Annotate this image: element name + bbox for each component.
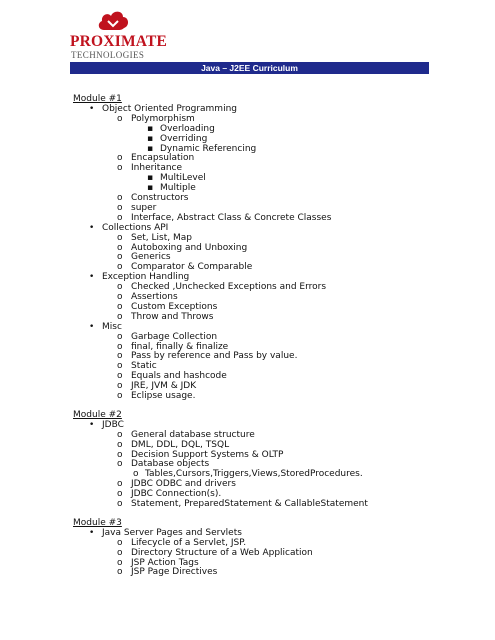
curriculum-title-banner: Java – J2EE Curriculum bbox=[70, 62, 429, 74]
bullet-icon: o bbox=[117, 282, 123, 293]
topic-item: JDBC bbox=[102, 419, 124, 430]
topic-item: Exception Handling bbox=[102, 272, 190, 283]
logo-brand-name: PROXIMATE bbox=[70, 33, 168, 50]
bullet-icon: ▪ bbox=[147, 183, 154, 194]
subtopic-item: JSP Action Tags bbox=[131, 557, 199, 568]
bullet-icon: o bbox=[117, 212, 123, 223]
subtopic-item: Assertions bbox=[131, 292, 178, 302]
subtopic-item: Inheritance bbox=[131, 163, 183, 174]
bullet-icon: o bbox=[117, 351, 123, 362]
subtopic-item: Polymorphism bbox=[131, 113, 195, 124]
subtopic-item: Custom Exceptions bbox=[131, 301, 218, 312]
subtopic-item: Garbage Collection bbox=[131, 331, 218, 342]
bullet-icon: o bbox=[117, 232, 123, 243]
bullet-icon: o bbox=[117, 567, 123, 578]
bullet-icon: o bbox=[117, 292, 123, 302]
subtopic-item: Comparator & Comparable bbox=[131, 262, 253, 273]
subtopic-item: Decision Support Systems & OLTP bbox=[131, 449, 284, 460]
subtopic-item: final, finally & finalize bbox=[131, 341, 229, 352]
module-heading: Module #1 bbox=[73, 94, 122, 104]
topic-item: Object Oriented Programming bbox=[102, 103, 237, 114]
bullet-icon: o bbox=[117, 499, 123, 509]
subtopic-item: Static bbox=[131, 361, 157, 372]
detail-item: Tables,Cursors,Triggers,Views,StoredProcedures. bbox=[145, 469, 363, 480]
detail-item: Multiple bbox=[160, 183, 196, 194]
bullet-icon: o bbox=[117, 361, 123, 372]
bullet-icon: • bbox=[89, 419, 95, 430]
bullet-icon: o bbox=[117, 489, 123, 500]
subtopic-item: JDBC Connection(s). bbox=[131, 489, 222, 500]
bullet-icon: • bbox=[89, 272, 95, 283]
bullet-icon: ▪ bbox=[147, 143, 154, 154]
detail-item: Dynamic Referencing bbox=[160, 143, 257, 154]
subtopic-item: Set, List, Map bbox=[131, 232, 192, 243]
bullet-icon: o bbox=[133, 469, 139, 480]
bullet-icon: o bbox=[117, 301, 123, 312]
bullet-icon: • bbox=[89, 222, 95, 233]
bullet-icon: o bbox=[117, 439, 123, 450]
bullet-icon: o bbox=[117, 557, 123, 568]
module-heading: Module #2 bbox=[73, 409, 122, 420]
subtopic-item: Checked ,Unchecked Exceptions and Errors bbox=[131, 282, 327, 293]
bullet-icon: • bbox=[89, 103, 95, 114]
bullet-icon: o bbox=[117, 381, 123, 392]
subtopic-item: Pass by reference and Pass by value. bbox=[131, 351, 298, 362]
subtopic-item: Interface, Abstract Class & Concrete Classes bbox=[131, 212, 332, 223]
detail-item: Overloading bbox=[160, 123, 215, 134]
subtopic-item: Lifecycle of a Servlet, JSP. bbox=[131, 537, 247, 548]
subtopic-item: Generics bbox=[131, 252, 171, 263]
bullet-icon: ▪ bbox=[147, 123, 154, 134]
bullet-icon: • bbox=[89, 527, 95, 538]
bullet-icon: o bbox=[117, 479, 123, 490]
bullet-icon: o bbox=[117, 113, 123, 124]
bullet-icon: o bbox=[117, 202, 123, 213]
topic-item: Collections API bbox=[102, 222, 169, 233]
bullet-icon: o bbox=[117, 341, 123, 352]
bullet-icon: o bbox=[117, 252, 123, 263]
bullet-icon: o bbox=[117, 429, 123, 440]
bullet-icon: o bbox=[117, 391, 123, 401]
subtopic-item: General database structure bbox=[131, 429, 255, 440]
subtopic-item: JSP Page Directives bbox=[131, 567, 218, 578]
subtopic-item: JDBC ODBC and drivers bbox=[131, 479, 236, 490]
subtopic-item: JRE, JVM & JDK bbox=[131, 381, 197, 392]
bullet-icon: ▪ bbox=[147, 173, 154, 184]
bullet-icon: o bbox=[117, 193, 123, 203]
bullet-icon: o bbox=[117, 242, 123, 253]
subtopic-item: Constructors bbox=[131, 193, 189, 203]
topic-item: Misc bbox=[102, 321, 122, 332]
subtopic-item: DML, DDL, DQL, TSQL bbox=[131, 439, 230, 450]
subtopic-item: Directory Structure of a Web Application bbox=[131, 547, 313, 558]
subtopic-item: Encapsulation bbox=[131, 153, 195, 164]
subtopic-item: Autoboxing and Unboxing bbox=[131, 242, 248, 253]
bullet-icon: o bbox=[117, 537, 123, 548]
detail-item: Overriding bbox=[160, 133, 208, 144]
subtopic-item: Statement, PreparedStatement & CallableStatement bbox=[131, 499, 368, 509]
bullet-icon: o bbox=[117, 311, 123, 322]
bullet-icon: o bbox=[117, 262, 123, 273]
bullet-icon: o bbox=[117, 163, 123, 174]
module-heading: Module #3 bbox=[73, 517, 122, 528]
logo-subtitle: TECHNOLOGIES bbox=[71, 50, 145, 60]
topic-item: Java Server Pages and Servlets bbox=[102, 527, 242, 538]
subtopic-item: super bbox=[131, 202, 157, 213]
detail-item: MultiLevel bbox=[160, 173, 206, 184]
subtopic-item: Throw and Throws bbox=[131, 311, 214, 322]
bullet-icon: o bbox=[117, 371, 123, 382]
bullet-icon: o bbox=[117, 449, 123, 460]
bullet-icon: o bbox=[117, 459, 123, 470]
bullet-icon: o bbox=[117, 331, 123, 342]
subtopic-item: Eclipse usage. bbox=[131, 391, 196, 401]
bullet-icon: ▪ bbox=[147, 133, 154, 144]
bullet-icon: o bbox=[117, 547, 123, 558]
bullet-icon: • bbox=[89, 321, 95, 332]
subtopic-item: Equals and hashcode bbox=[131, 371, 227, 382]
bullet-icon: o bbox=[117, 153, 123, 164]
subtopic-item: Database objects bbox=[131, 459, 210, 470]
